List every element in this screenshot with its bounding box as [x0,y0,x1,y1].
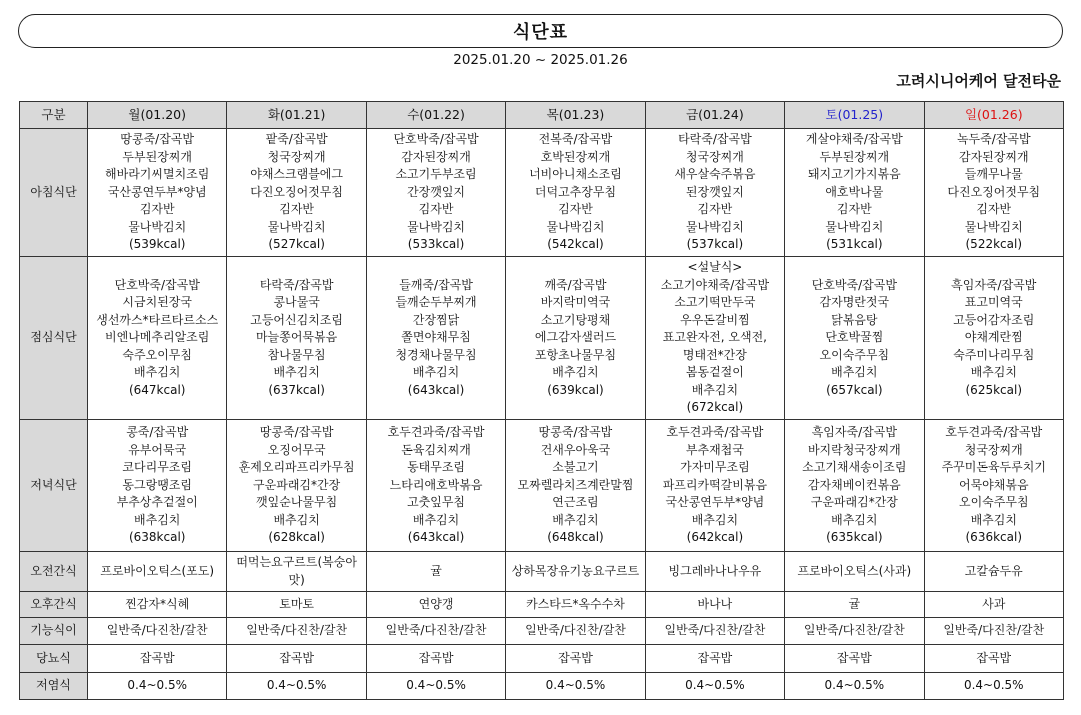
meal-row [20,420,1064,552]
extra-cell: 찐감자*식혜 [88,592,227,618]
extra-cell: 잡곡밥 [88,645,227,673]
menu-cell [924,420,1063,552]
menu-item: 마늘쫑어묵볶음 [256,330,338,345]
meal-plan-table [19,101,1064,700]
menu-item: 배추김치 [970,512,1017,527]
menu-item: <설날식> [687,260,743,275]
menu-cell [366,129,505,257]
extra-cell: 0.4~0.5% [506,673,645,700]
menu-cell [506,129,645,257]
menu-item: (636kcal) [965,530,1023,545]
menu-item: 김자반 [418,202,454,217]
menu-item: 닭볶음탕 [831,312,878,327]
menu-item: 배추김치 [273,365,320,380]
menu-item: (533kcal) [407,237,465,252]
menu-cell [227,257,366,420]
extra-cell: 바나나 [645,592,784,618]
extra-row [20,645,1064,673]
day-header: 월(01.20) [88,102,227,129]
menu-item: 배추김치 [831,512,878,527]
menu-item: 구운파래김*간장 [810,495,898,510]
menu-item: 배추김치 [552,512,599,527]
menu-cell [88,257,227,420]
menu-item: (527kcal) [268,237,325,252]
menu-item: 단호박죽/잡곡밥 [114,277,200,292]
extra-cell: 일반죽/다진찬/갈찬 [924,618,1063,645]
row-label: 오후간식 [20,592,88,618]
menu-item: 호두견과죽/잡곡밥 [387,425,485,440]
menu-item: 땅콩죽/잡곡밥 [120,132,195,147]
menu-item: 가자미무조림 [680,460,750,475]
menu-item: (647kcal) [128,382,186,397]
extra-cell: 귤 [785,592,924,618]
menu-item: (522kcal) [965,237,1023,252]
menu-item: 소고기채새송이조림 [802,460,907,475]
menu-item: 물나박김치 [964,219,1023,234]
menu-item: (642kcal) [686,530,744,545]
row-label: 당뇨식 [20,645,88,673]
menu-cell [785,257,924,420]
extra-row [20,592,1064,618]
extra-cell: 프로바이오틱스(포도) [88,552,227,592]
menu-item: 야채스크램블에그 [250,167,343,182]
menu-cell [366,257,505,420]
row-label: 저염식 [20,673,88,700]
menu-item: 청국장찌개 [267,149,326,164]
menu-item: 팥죽/잡곡밥 [265,132,328,147]
extra-cell: 프로바이오틱스(사과) [785,552,924,592]
menu-item: 숙주미나리무침 [953,347,1035,362]
menu-item: 더덕고추장무침 [534,184,617,199]
menu-item: 물나박김치 [128,219,187,234]
menu-item: 감자채베이컨볶음 [807,477,901,492]
menu-item: 두부된장찌개 [122,149,192,164]
meal-row [20,129,1064,257]
extra-cell: 잡곡밥 [366,645,505,673]
menu-item: 전복죽/잡곡밥 [538,132,613,147]
menu-item: 들깨죽/잡곡밥 [399,277,473,292]
menu-item: 바지락청국장찌개 [807,442,901,457]
menu-cell [88,420,227,552]
menu-item: (628kcal) [268,530,325,545]
menu-item: (539kcal) [128,237,186,252]
menu-cell [645,129,784,257]
menu-item: 봄동겉절이 [685,365,744,380]
menu-item: 쫄면야채무침 [401,330,471,345]
extra-cell: 귤 [366,552,505,592]
menu-item: 배추김치 [412,512,460,527]
menu-item: (643kcal) [407,530,465,545]
menu-item: (672kcal) [686,400,744,415]
menu-item: 소고기탕평채 [540,312,611,327]
extra-cell: 상하목장유기농요구르트 [506,552,645,592]
menu-cell [645,257,784,420]
menu-item: 구운파래김*간장 [253,477,341,492]
extra-cell: 0.4~0.5% [645,673,784,700]
menu-item: 호두견과죽/잡곡밥 [666,425,764,440]
menu-item: 다진오징어젓무침 [947,184,1041,199]
menu-item: 어묵야채볶음 [958,477,1029,492]
menu-item: 돼지고기가지볶음 [807,167,901,182]
menu-item: 동태무조림 [407,460,466,475]
menu-item: 배추김치 [134,365,181,380]
extra-cell: 0.4~0.5% [88,673,227,700]
extra-cell: 0.4~0.5% [227,673,366,700]
menu-item: 시금치된장국 [122,295,192,310]
menu-item: 파프리카떡갈비볶음 [662,477,768,492]
menu-item: 땅콩죽/잡곡밥 [259,425,334,440]
menu-item: 배추김치 [691,382,739,397]
menu-item: 김자반 [139,202,175,217]
extra-cell: 0.4~0.5% [785,673,924,700]
menu-item: 배추김치 [412,365,460,380]
menu-item: (637kcal) [268,382,325,397]
day-header: 금(01.24) [645,102,784,129]
menu-item: 바지락미역국 [540,295,611,310]
menu-item: 동그랑땡조림 [122,477,192,492]
menu-item: 간장찜닭 [412,312,460,327]
menu-item: 오이숙주무침 [958,495,1029,510]
menu-cell [227,420,366,552]
menu-item: 두부된장찌개 [819,149,890,164]
menu-item: 김자반 [558,202,593,217]
menu-cell [785,420,924,552]
menu-item: 깻잎순나물무침 [256,495,338,510]
menu-item: 물나박김치 [685,219,744,234]
menu-item: 포항초나물무침 [534,347,617,362]
menu-item: 주꾸미돈육두루치기 [941,460,1046,475]
extra-cell: 잡곡밥 [785,645,924,673]
menu-item: 물나박김치 [407,219,466,234]
menu-item: 김자반 [697,202,733,217]
day-header: 일(01.26) [924,102,1063,129]
menu-item: 김자반 [836,202,872,217]
menu-item: 연근조림 [552,495,599,510]
menu-item: 땅콩죽/잡곡밥 [538,425,613,440]
extra-cell: 잡곡밥 [924,645,1063,673]
extra-cell: 연양갱 [366,592,505,618]
menu-item: 오이숙주무침 [819,347,890,362]
extra-cell: 일반죽/다진찬/갈찬 [506,618,645,645]
menu-item: 고춧잎무침 [407,495,466,510]
menu-cell [924,257,1063,420]
menu-item: 감자명란젓국 [819,295,890,310]
menu-item: 유부어묵국 [128,442,187,457]
menu-item: 에그감자샐러드 [534,330,617,345]
extra-cell: 일반죽/다진찬/갈찬 [785,618,924,645]
menu-item: 타락죽/잡곡밥 [259,277,334,292]
menu-item: 건새우아욱국 [540,442,611,457]
menu-item: 감자된장찌개 [401,149,471,164]
menu-item: 감자된장찌개 [958,149,1029,164]
menu-item: 부추상추겉절이 [116,495,198,510]
menu-item: 김자반 [976,202,1012,217]
menu-item: 물나박김치 [825,219,884,234]
organization-name: 고려시니어케어 달전타운 [896,72,1061,90]
menu-item: 김자반 [279,202,315,217]
menu-item: 돈육김치찌개 [401,442,471,457]
extra-cell: 빙그레바나나우유 [645,552,784,592]
menu-cell [506,257,645,420]
menu-item: 표고완자전, 오색전, [662,330,767,345]
menu-cell [506,420,645,552]
menu-item: 해바라기씨멸치조림 [105,167,210,182]
row-label: 저녁식단 [20,420,88,552]
row-label: 점심식단 [20,257,88,420]
menu-item: 배추김치 [970,365,1017,380]
menu-item: 우우돈갈비찜 [680,312,750,327]
menu-item: 들깨순두부찌개 [395,295,477,310]
menu-item: 느타리애호박볶음 [389,477,483,492]
menu-item: 숙주오이무침 [122,347,192,362]
menu-item: 다진오징어젓무침 [250,184,343,199]
menu-item: 국산콩연두부*양념 [665,495,765,510]
menu-item: 훈제오리파프리카무침 [238,460,355,475]
menu-item: 비엔나메추리알조림 [105,330,210,345]
menu-item: 호박된장찌개 [540,149,611,164]
extra-cell: 사과 [924,592,1063,618]
menu-item: 간장깻잎지 [407,184,466,199]
menu-item: 애호박나물 [825,184,884,199]
menu-item: 표고미역국 [964,295,1023,310]
menu-item: 청국장찌개 [964,442,1023,457]
menu-item: 배추김치 [691,512,739,527]
extra-cell: 0.4~0.5% [366,673,505,700]
menu-item: (635kcal) [826,530,883,545]
meal-row [20,257,1064,420]
menu-cell [227,129,366,257]
menu-cell [785,129,924,257]
menu-item: (657kcal) [826,382,883,397]
menu-item: 배추김치 [831,365,878,380]
menu-item: 콩죽/잡곡밥 [126,425,189,440]
menu-item: 생선까스*타르타르소스 [96,312,219,327]
extra-cell: 잡곡밥 [506,645,645,673]
menu-item: 물나박김치 [267,219,326,234]
menu-item: 참나물무침 [267,347,326,362]
menu-item: 흑임자죽/잡곡밥 [951,277,1037,292]
menu-cell [366,420,505,552]
menu-item: 깨죽/잡곡밥 [544,277,607,292]
menu-item: (542kcal) [547,237,604,252]
menu-cell [645,420,784,552]
menu-cell [88,129,227,257]
day-header: 토(01.25) [785,102,924,129]
extra-row [20,552,1064,592]
menu-item: 배추김치 [134,512,181,527]
menu-item: 청국장찌개 [685,149,744,164]
menu-item: 게살야채죽/잡곡밥 [805,132,903,147]
menu-item: 국산콩연두부*양념 [107,184,207,199]
menu-item: 들깨무나물 [964,167,1023,182]
extra-cell: 일반죽/다진찬/갈찬 [88,618,227,645]
menu-item: 타락죽/잡곡밥 [678,132,752,147]
menu-item: 단호박꿀찜 [825,330,884,345]
menu-item: 고등어감자조림 [953,312,1035,327]
menu-item: (648kcal) [547,530,604,545]
menu-item: 녹두죽/잡곡밥 [956,132,1031,147]
menu-item: 너비아니채소조림 [529,167,622,182]
day-header: 화(01.21) [227,102,366,129]
extra-row [20,618,1064,645]
extra-row [20,673,1064,700]
row-label: 기능식이 [20,618,88,645]
menu-item: 배추김치 [273,512,320,527]
extra-cell: 떠먹는요구르트(복숭아맛) [227,552,366,592]
menu-item: 모짜렐라치즈계란말찜 [517,477,634,492]
menu-item: 흑임자죽/잡곡밥 [811,425,897,440]
menu-item: 소고기두부조림 [395,167,477,182]
extra-cell: 일반죽/다진찬/갈찬 [366,618,505,645]
menu-item: 단호박죽/잡곡밥 [393,132,479,147]
menu-cell [924,129,1063,257]
menu-item: 단호박죽/잡곡밥 [811,277,897,292]
day-header: 목(01.23) [506,102,645,129]
menu-item: 명태전*간장 [682,347,747,362]
extra-cell: 카스타드*옥수수차 [506,592,645,618]
extra-cell: 일반죽/다진찬/갈찬 [645,618,784,645]
menu-item: 소고기떡만두국 [674,295,756,310]
extra-cell: 고칼슘두유 [924,552,1063,592]
menu-item: (638kcal) [128,530,186,545]
menu-item: 코다리무조림 [122,460,192,475]
menu-item: 물나박김치 [546,219,605,234]
extra-cell: 잡곡밥 [227,645,366,673]
menu-item: 새우살숙주볶음 [674,167,756,182]
menu-item: (531kcal) [826,237,883,252]
menu-item: 배추김치 [552,365,599,380]
date-range: 2025.01.20 ~ 2025.01.26 [453,52,628,68]
menu-item: 된장깻잎지 [685,184,744,199]
menu-item: 야채계란찜 [964,330,1023,345]
extra-cell: 잡곡밥 [645,645,784,673]
menu-item: 소불고기 [552,460,599,475]
menu-item: 고등어신김치조림 [250,312,343,327]
menu-item: 호두견과죽/잡곡밥 [945,425,1043,440]
corner-label: 구분 [20,102,88,129]
extra-cell: 일반죽/다진찬/갈찬 [227,618,366,645]
menu-item: 오징어무국 [267,442,326,457]
menu-item: 청경채나물무침 [395,347,477,362]
menu-item: (643kcal) [407,382,465,397]
extra-cell: 토마토 [227,592,366,618]
page-title: 식단표 [18,14,1063,48]
row-label: 오전간식 [20,552,88,592]
row-label: 아침식단 [20,129,88,257]
extra-cell: 0.4~0.5% [924,673,1063,700]
menu-item: (537kcal) [686,237,744,252]
header-row [20,102,1064,129]
menu-item: 소고기야채죽/잡곡밥 [660,277,770,292]
menu-item: (625kcal) [965,382,1023,397]
day-header: 수(01.22) [366,102,505,129]
menu-item: (639kcal) [547,382,604,397]
menu-item: 부추재첩국 [685,442,744,457]
menu-item: 콩나물국 [273,295,320,310]
